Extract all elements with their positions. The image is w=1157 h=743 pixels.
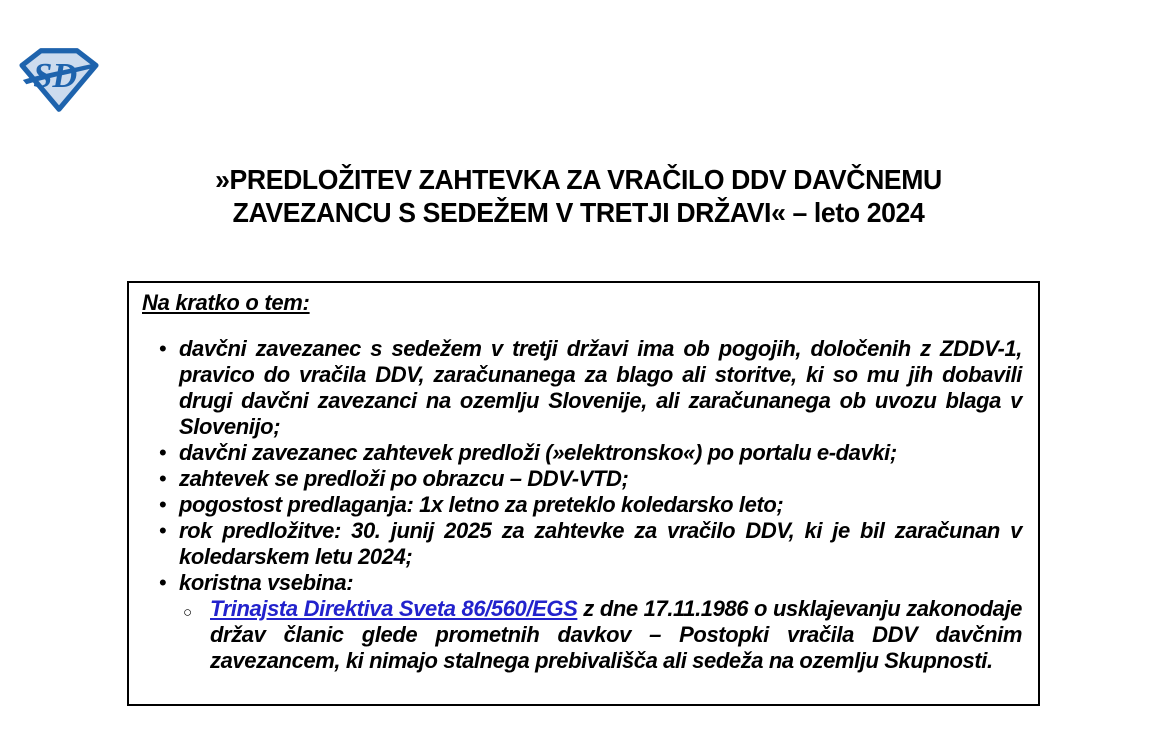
sd-logo <box>16 47 102 113</box>
list-item <box>142 518 1022 570</box>
bullet-text: koristna vsebina: <box>179 570 354 595</box>
sub-bullet-text: z dne 17.11.1986 o usklajevanju zakonodaje držav članic glede prometnih davkov – Postopki vračila DDV davčnim zavezancem, ki nimajo stalnega prebivališča ali sedeža na ozemlju Skupnosti. <box>210 596 1022 673</box>
sub-list-item <box>142 596 1022 674</box>
bullet-icon <box>159 336 166 362</box>
list-item <box>142 466 1022 492</box>
list-item <box>142 492 1022 518</box>
bullet-icon <box>159 492 166 518</box>
bullet-text: davčni zavezanec zahtevek predloži (»elektronsko«) po portalu e-davki; <box>179 440 897 465</box>
logo-letters: SD <box>33 56 78 95</box>
bullet-icon <box>159 466 166 492</box>
title-line-1: »PREDLOŽITEV ZAHTEVKA ZA VRAČILO DDV DAVČNEMU <box>215 164 942 195</box>
title-line-2: ZAVEZANCU S SEDEŽEM V TRETJI DRŽAVI« – leto 2024 <box>232 197 925 228</box>
list-item <box>142 570 1022 596</box>
bullet-icon <box>159 518 166 544</box>
bullet-icon <box>159 440 166 466</box>
summary-box <box>127 281 1040 706</box>
circle-bullet-icon <box>183 597 192 626</box>
box-heading: Na kratko o tem: <box>142 290 310 315</box>
bullet-text: rok predložitve: 30. junij 2025 za zahtevke za vračilo DDV, ki je bil zaračunan v koledarskem letu 2024; <box>179 518 1022 569</box>
bullet-icon <box>159 570 166 596</box>
list-item <box>142 336 1022 440</box>
bullet-text: pogostost predlaganja: 1x letno za preteklo koledarsko leto; <box>179 492 784 517</box>
bullet-list <box>142 336 1022 674</box>
bullet-text: davčni zavezanec s sedežem v tretji državi ima ob pogojih, določenih z ZDDV-1, pravico do vračila DDV, zaračunanega za blago ali storitve, ki so mu jih dobavili drugi davčni zavezanci na ozemlju Slovenije, ali zaračunanega ob uvozu blaga v Slovenijo; <box>179 336 1022 439</box>
bullet-text: zahtevek se predloži po obrazcu – DDV-VTD; <box>179 466 629 491</box>
page-title <box>29 163 1128 229</box>
directive-link[interactable]: Trinajsta Direktiva Sveta 86/560/EGS <box>210 596 578 621</box>
list-item <box>142 440 1022 466</box>
